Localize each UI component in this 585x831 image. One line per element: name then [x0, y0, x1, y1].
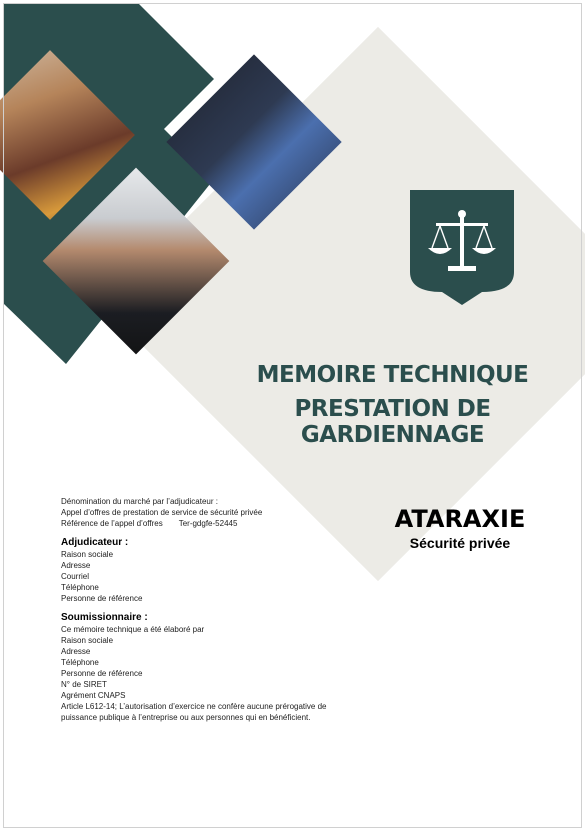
tender-info-block [61, 496, 361, 723]
soumissionnaire-field: Ce mémoire technique a été élaboré par [61, 625, 205, 634]
balance-scale-icon [410, 190, 514, 305]
company-brand [380, 505, 540, 551]
adjudicateur-field: Raison sociale [61, 550, 114, 559]
reference-label: Référence de l’appel d’offres [61, 519, 163, 528]
article-text: Article L612-14; L’autorisation d’exercice ne confère aucune prérogative de [61, 702, 327, 711]
market-description: Appel d’offres de prestation de service de sécurité privée [61, 508, 263, 517]
soumissionnaire-field: Adresse [61, 647, 91, 656]
soumissionnaire-field: Raison sociale [61, 636, 114, 645]
adjudicateur-field: Adresse [61, 561, 91, 570]
soumissionnaire-heading: Soumissionnaire : [61, 612, 148, 623]
market-label: Dénomination du marché par l’adjudicateur : [61, 497, 218, 506]
company-name: ATARAXIE [394, 505, 526, 533]
soumissionnaire-field: Téléphone [61, 658, 99, 667]
soumissionnaire-field: Agrément CNAPS [61, 691, 126, 700]
adjudicateur-field: Courriel [61, 572, 90, 581]
adjudicateur-field: Personne de référence [61, 594, 143, 603]
article-text: puissance publique à l’entreprise ou aux personnes qui en bénéficient. [61, 713, 311, 722]
reference-line [61, 518, 361, 529]
document-title-line1: MEMOIRE TECHNIQUE [256, 362, 529, 388]
reference-value: Ter-gdgfe-52445 [178, 519, 238, 528]
document-title-line2: PRESTATION DE GARDIENNAGE [294, 396, 491, 448]
adjudicateur-field: Téléphone [61, 583, 99, 592]
soumissionnaire-field: N° de SIRET [61, 680, 107, 689]
adjudicateur-heading: Adjudicateur : [61, 537, 129, 548]
company-subtitle: Sécurité privée [409, 535, 511, 551]
soumissionnaire-field: Personne de référence [61, 669, 143, 678]
